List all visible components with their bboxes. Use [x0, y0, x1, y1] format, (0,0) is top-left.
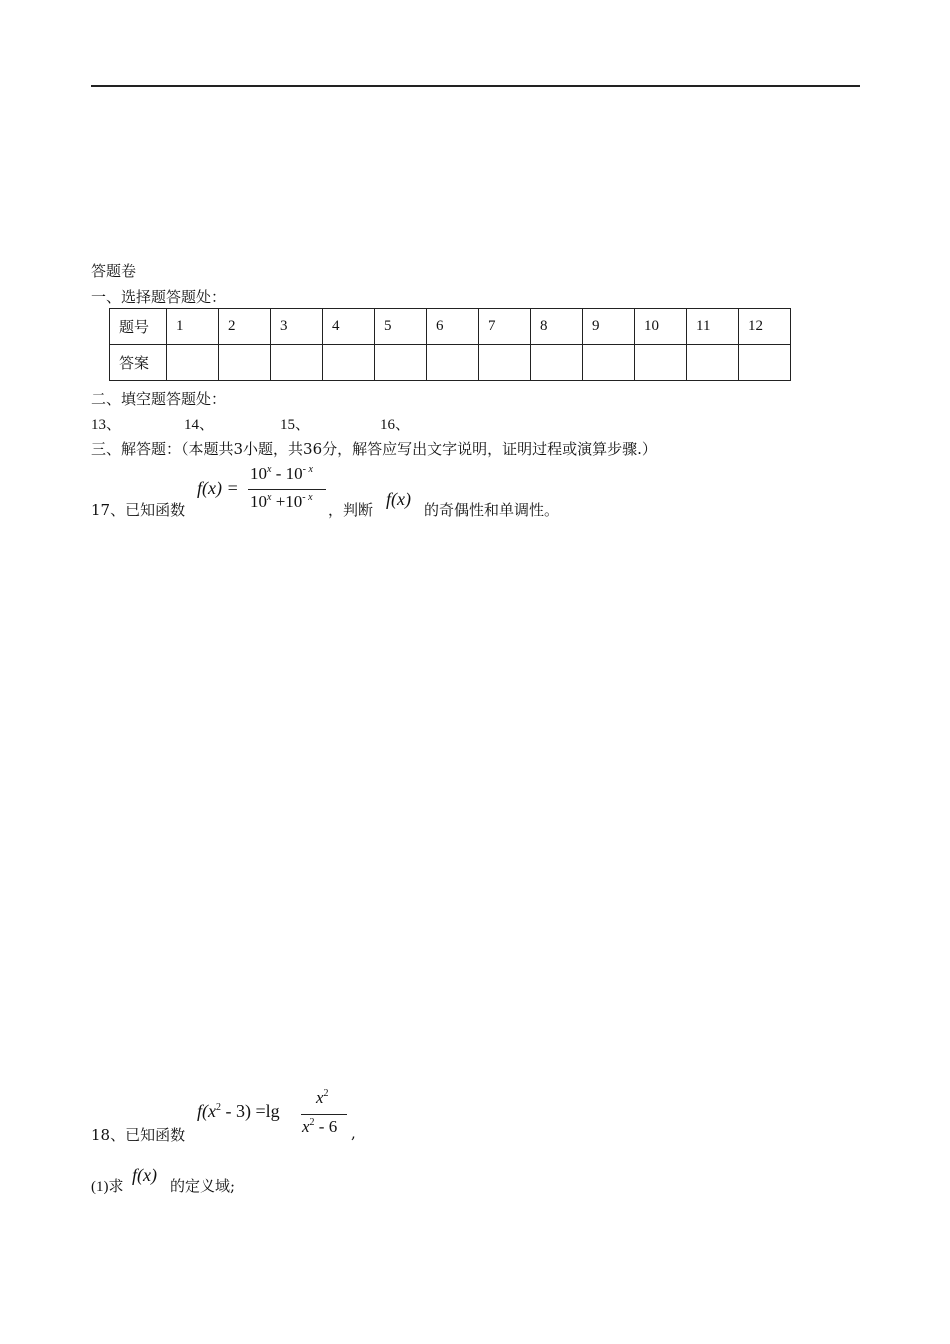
q17-den-op: +10: [271, 492, 303, 511]
table-row-answers: [110, 345, 791, 381]
answer-cell[interactable]: [375, 345, 427, 381]
table-cell-number: 2: [219, 309, 271, 345]
table-cell-label: 答案: [110, 345, 167, 381]
table-cell-label: 题号: [110, 309, 167, 345]
q18-lhs-f: f: [197, 1101, 203, 1121]
table-cell-number: 12: [739, 309, 791, 345]
table-cell-number: 11: [687, 309, 739, 345]
table-cell-number: 5: [375, 309, 427, 345]
q18-denominator: [302, 1117, 337, 1137]
part2-heading: 二、填空题答题处：: [91, 390, 227, 408]
section-title: 答题卷: [91, 262, 137, 280]
q17-lhs-text: f(x) =: [197, 478, 239, 498]
answer-table: [109, 308, 791, 381]
q18-part1-suffix: 的定义域;: [170, 1177, 236, 1195]
q17-num-op: - 10: [271, 464, 303, 483]
q17-den-base-a: 10: [250, 492, 267, 511]
part3-heading: 三、解答题：（本题共3小题，共36分，解答应写出文字说明，证明过程或演算步骤.）: [91, 440, 657, 458]
q17-func-ref: f(x): [386, 489, 411, 509]
table-cell-number: 6: [427, 309, 479, 345]
answer-cell[interactable]: [271, 345, 323, 381]
q18-num-base: x: [316, 1088, 324, 1107]
q18-den-base: x: [302, 1117, 310, 1136]
q17-middle: ，判断: [328, 501, 374, 519]
table-row-numbers: [110, 309, 791, 345]
q18-fraction-bar: [301, 1114, 347, 1115]
part1-heading: 一、选择题答题处：: [91, 288, 227, 306]
q17-prefix: 17、已知函数: [91, 501, 186, 519]
blank-item-15: 15、: [280, 417, 311, 433]
blank-item-14: 14、: [184, 417, 215, 433]
q17-fraction-bar: [248, 489, 326, 490]
answer-cell[interactable]: [583, 345, 635, 381]
answer-cell[interactable]: [739, 345, 791, 381]
answer-cell[interactable]: [323, 345, 375, 381]
q17-den-exp-b: - x: [302, 492, 313, 503]
answer-cell[interactable]: [219, 345, 271, 381]
q18-prefix: 18、已知函数: [91, 1126, 186, 1144]
answer-cell[interactable]: [531, 345, 583, 381]
table-cell-number: 8: [531, 309, 583, 345]
q18-part1-prefix: (1)求: [91, 1179, 124, 1195]
answer-cell[interactable]: [635, 345, 687, 381]
q18-numerator: [316, 1088, 329, 1108]
blank-item-16: 16、: [380, 417, 411, 433]
q18-suffix: ,: [351, 1124, 356, 1142]
q17-denominator: [250, 492, 313, 512]
answer-cell[interactable]: [167, 345, 219, 381]
table-cell-number: 10: [635, 309, 687, 345]
answer-cell[interactable]: [479, 345, 531, 381]
table-cell-number: 1: [167, 309, 219, 345]
header-rule: [91, 85, 860, 87]
blank-item-13: 13、: [91, 417, 122, 433]
q18-lhs-open: (x: [202, 1101, 216, 1121]
q18-lhs-close: - 3) =lg: [221, 1101, 280, 1121]
q17-num-base-a: 10: [250, 464, 267, 483]
q18-part1-func-ref: f(x): [132, 1165, 157, 1185]
q17-numerator: [250, 464, 313, 484]
q17-suffix: 的奇偶性和单调性。: [424, 501, 560, 519]
answer-cell[interactable]: [687, 345, 739, 381]
table-cell-number: 3: [271, 309, 323, 345]
answer-cell[interactable]: [427, 345, 479, 381]
q18-den-exp: 2: [309, 1117, 315, 1128]
table-cell-number: 4: [323, 309, 375, 345]
q18-den-tail: - 6: [314, 1117, 338, 1136]
q17-den-exp-a: x: [267, 492, 272, 503]
table-cell-number: 9: [583, 309, 635, 345]
q18-lhs-exp: 2: [216, 1102, 221, 1113]
q18-num-exp: 2: [323, 1088, 329, 1099]
q17-function-lhs: [197, 478, 239, 499]
q17-num-exp-a: x: [267, 464, 272, 475]
q17-num-exp-b: - x: [302, 464, 313, 475]
table-cell-number: 7: [479, 309, 531, 345]
q18-function-lhs: [197, 1101, 280, 1122]
